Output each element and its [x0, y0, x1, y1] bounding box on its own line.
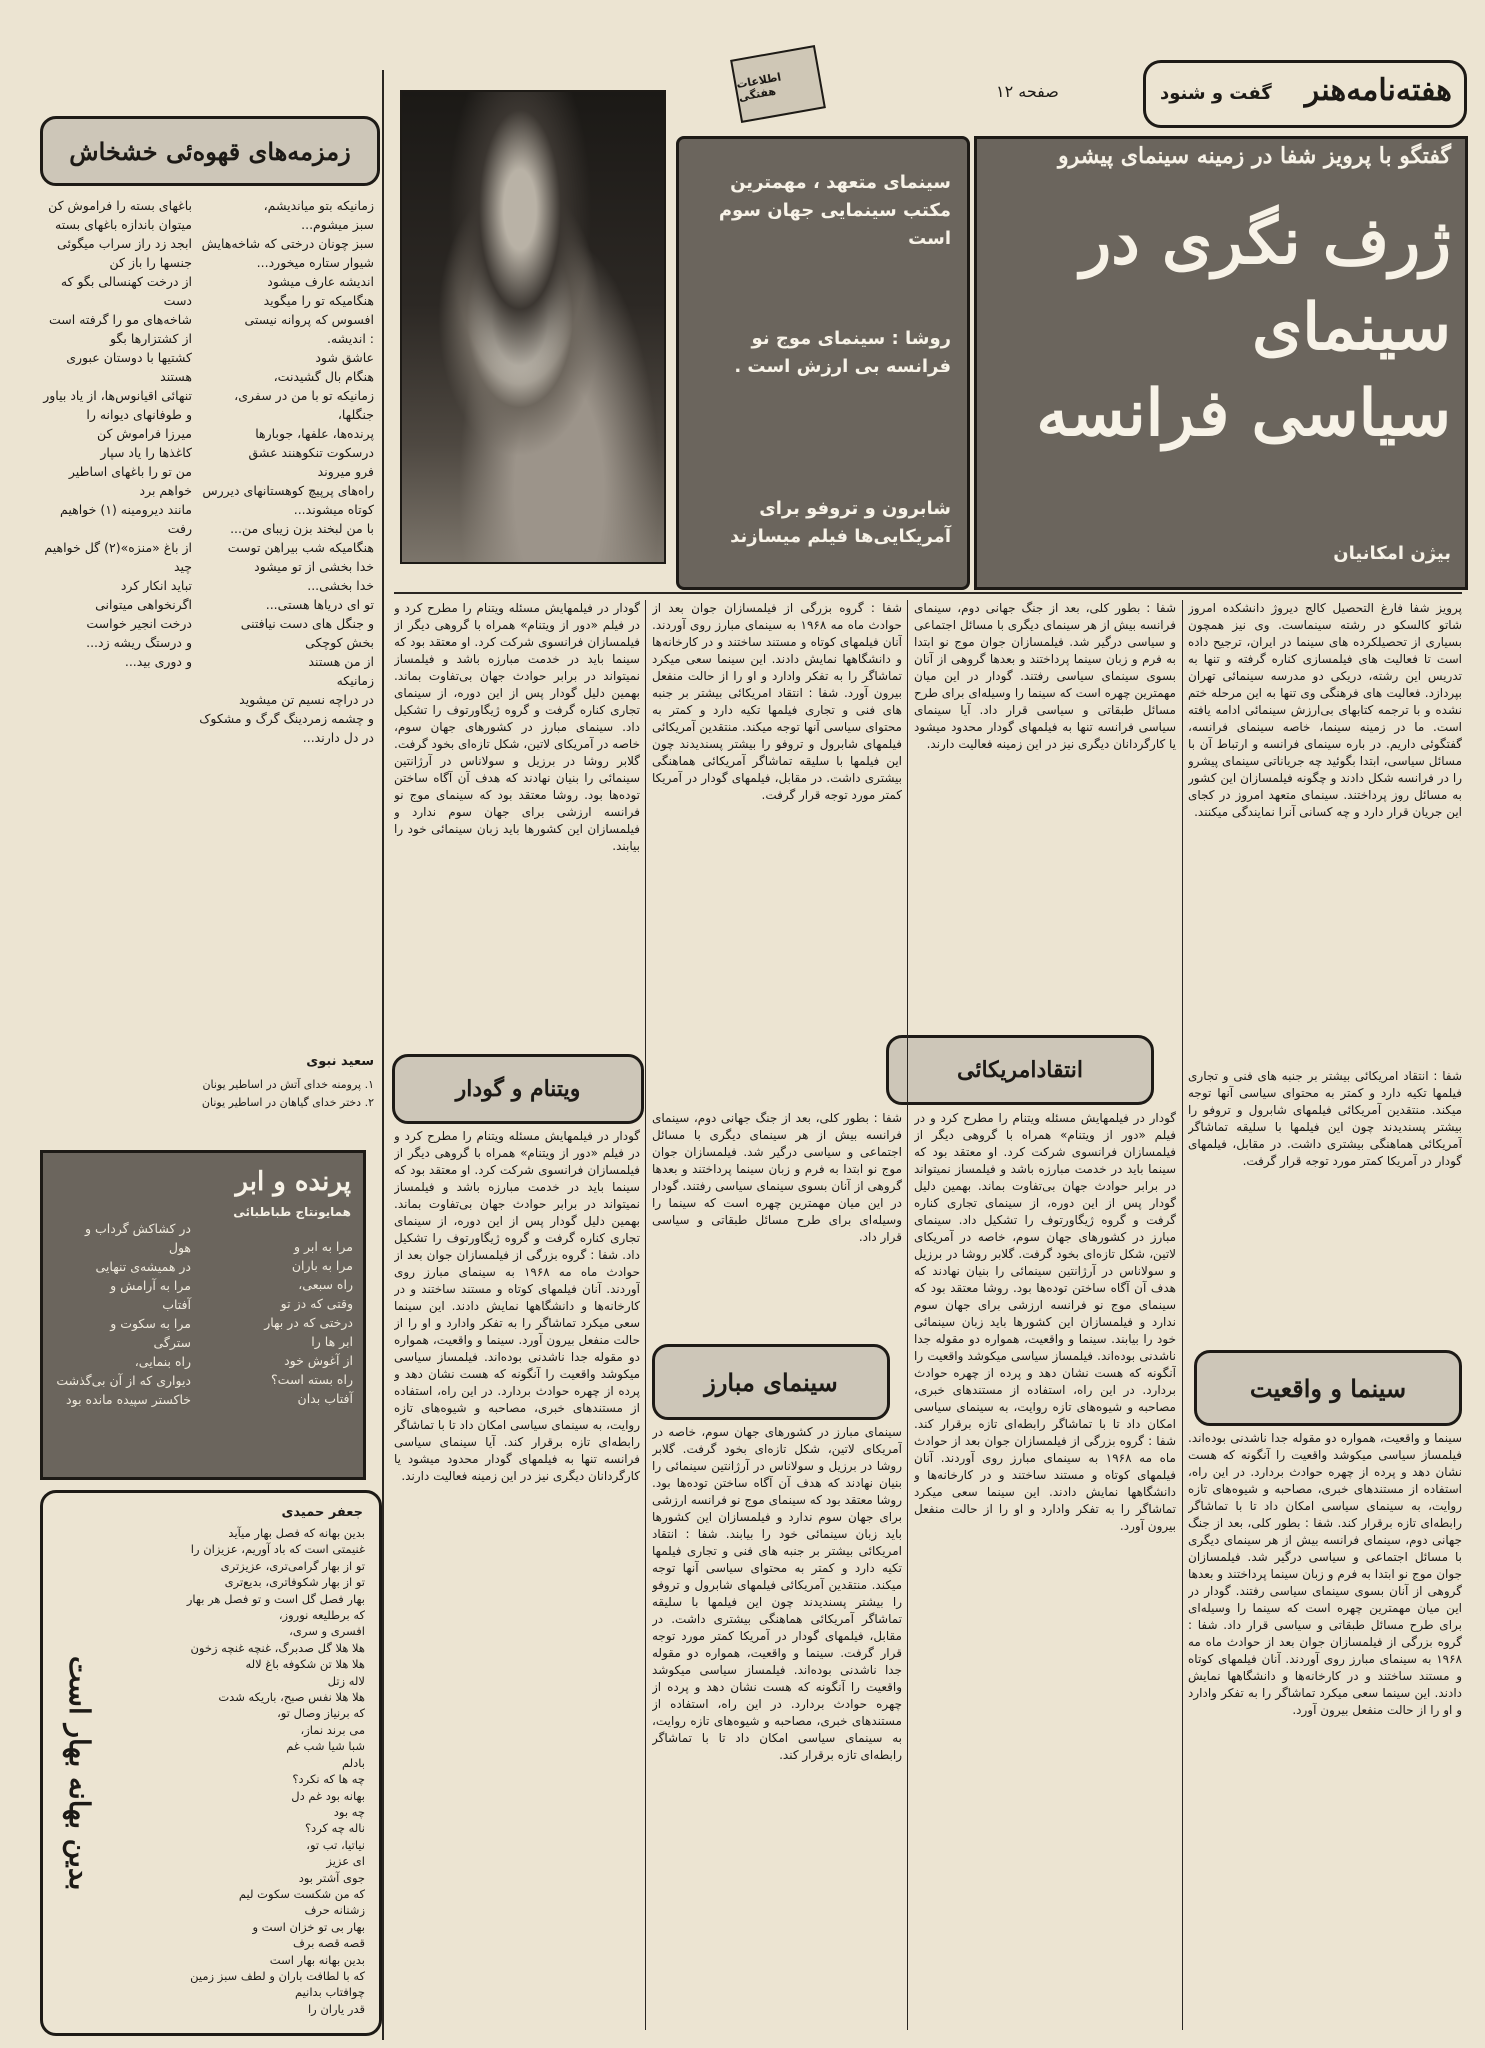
pullquote-3: شابرون و تروفو برای آمریکایی‌ها فیلم میسازند — [730, 498, 951, 547]
poem1-left-column: باغهای بسته را فراموش کن میتوان باندازه باغهای بسته ابجد زد راز سراب میگوئی جنسها را باز کن از درخت کهنسالی بگو که دست شاخه‌های مو را گرفته است از کشتزارها بگو کشتیها با دوستان عبوری هستند تنهائی اقیانوس‌ها، از یاد بیاور و طوفانهای دیوانه را میرزا فراموش کن کاغذها را یاد سپار من تو را باغهای اساطیر خواهم برد مانند دیرومینه (۱) خواهیم رفت از باغ «منزه»(۲) گل خواهیم چید تباید انکار کرد اگرنخواهی میتوانی درخت انجیر خواست و درستگ ریشه زد... و دوری بید... — [43, 198, 192, 669]
publication-logo — [730, 45, 826, 123]
body-column-1c: سینما و واقعیت، همواره دو مقوله جدا ناشدنی بوده‌اند. فیلمساز سیاسی میکوشد واقعیت را آنگونه که هست نشان دهد و پرده از چهره حوادث بردارد. در این راه، استفاده از مستندهای خبری، مصاحبه و شیوه‌های تازه روایت، به سینمای سیاسی امکان داد تا با تماشاگر رابطه‌ای تازه برقرار کند. شفا : بطور کلی، بعد از جنگ جهانی دوم، سینمای فرانسه بیش از هر سینمای دیگری با مسائل اجتماعی و سیاسی درگیر شد. فیلمسازان جوان موج نو ابتدا به فرم و زبان سینما پرداختند و بعدها گروهی از آنان بسوی سینمای سیاسی رفتند. گودار در این میان مهمترین چهره است که سینما را وسیله‌ای برای طرح مسائل طبقاتی و سیاسی قرار داد. شفا : گروه بزرگی از فیلمسازان جوان بعد از حوادث ماه مه ۱۹۶۸ به سینمای مبارز روی آوردند. آنان فیلمهای کوتاه و مستند ساختند و در کارخانه‌ها و دانشگاهها نمایش دادند. این سینما سعی میکرد تماشاگر را به تفکر وادارد و او را از حالت منفعل بیرون آورد. — [1188, 1431, 1462, 1717]
column-rule — [645, 600, 646, 2030]
poem2-author: همایونتاج طباطبائی — [233, 1205, 351, 1219]
poem1-footnote-2: ۲. دختر خدای گیاهان در اساطیر یونان — [201, 1096, 374, 1109]
magazine-section-title: هفته‌نامه‌هنر — [1304, 73, 1452, 108]
headline-block — [974, 136, 1468, 590]
body-column-4b: گودار در فیلمهایش مسئله ویتنام را مطرح کرد و در فیلم «دور از ویتنام» همراه با گروهی دیگر از فیلمسازان فرانسوی شرکت کرد. او معتقد بود که سینما باید در خدمت مبارزه باشد و فیلمساز نمیتواند در برابر حوادث جهان بی‌تفاوت بماند. بهمین دلیل گودار پس از این دوره، از سینمای تجاری کناره گرفت و گروه ژیگاورتوف را تشکیل داد. شفا : گروه بزرگی از فیلمسازان جوان بعد از حوادث ماه مه ۱۹۶۸ به سینمای مبارز روی آوردند. آنان فیلمهای کوتاه و مستند ساختند و در کارخانه‌ها و دانشگاهها نمایش دادند. این سینما سعی میکرد تماشاگر را به تفکر وادارد و او را از حالت منفعل بیرون آورد. سینما و واقعیت، همواره دو مقوله جدا ناشدنی بوده‌اند. فیلمساز سیاسی میکوشد واقعیت را آنگونه که هست نشان دهد و پرده از چهره حوادث بردارد. در این راه، استفاده از مستندهای خبری، مصاحبه و شیوه‌های تازه روایت، به سینمای سیاسی امکان داد تا با تماشاگر رابطه‌ای تازه برقرار کند. آیا سینمای سیاسی فرانسه تنها به فیلمهای گودار محدود میشود یا کارگردانان دیگری نیز در این زمینه فعالیت دارند. — [394, 1129, 640, 1483]
top-divider — [394, 592, 1462, 594]
headline-line-2: سینمای — [1252, 290, 1451, 365]
body-column-1: پرویز شفا فارغ التحصیل کالج دیروژ دانشکده امروز شاتو کالسکو در رشته سینماست. وی نیز همچون بسیاری از تحصیلکرده های سینما در ایران، ترجیح داده است تا فعالیت های فیلمسازی کناره گرفته و تنها به تدریس این رشته، دریکی دو مدرسه سینمائی تهران بپردازد. فعالیت های فرهنگی وی تنها به این مرحله ختم نشده و با ترجمه کتابهای بی‌ارزش سینمائی ادامه یافته است. ما در زمینه سینما، خاصه سینمای فرانسه، گفتگوئی داریم. در باره سینمای فرانسه و ارتباط آن با مسائل سیاسی، ابتدا بگوئید چه جریاناتی سینمای پیشرو را در فرانسه شکل دادند و چگونه فیلمسازان این کشور به مسائل روز پرداختند. سینمای متعهد امروز در کجای این جریان قرار دارد و چه کسانی آنرا نمایندگی میکنند. — [1188, 601, 1462, 819]
pullquote-2: روشا : سینمای موج نو فرانسه بی ارزش است . — [734, 328, 951, 377]
logo-text: اطلاعات هفتگی — [735, 70, 783, 104]
poem1-title: زمزمه‌های قهوه‌ئی خشخاش — [69, 136, 351, 166]
headline-line-1: ژرف نگری در — [1080, 204, 1451, 279]
byline: بیژن امکانیان — [1333, 543, 1451, 564]
body-column-3b: شفا : بطور کلی، بعد از جنگ جهانی دوم، سینمای فرانسه بیش از هر سینمای دیگری با مسائل اجتماعی و سیاسی درگیر شد. فیلمسازان جوان موج نو ابتدا به فرم و زبان سینما پرداختند و بعدها گروهی از آنان بسوی سینمای سیاسی رفتند. گودار در این میان مهمترین چهره است که سینما را وسیله‌ای برای طرح مسائل طبقاتی و سیاسی قرار داد. — [652, 1111, 902, 1244]
body-column-2b: گودار در فیلمهایش مسئله ویتنام را مطرح کرد و در فیلم «دور از ویتنام» همراه با گروهی دیگر از فیلمسازان فرانسوی شرکت کرد. او معتقد بود که سینما باید در خدمت مبارزه باشد و فیلمساز نمیتواند در برابر حوادث جهان بی‌تفاوت بماند. بهمین دلیل گودار پس از این دوره، از سینمای تجاری کناره گرفت و گروه ژیگاورتوف را تشکیل داد. سینمای مبارز در کشورهای جهان سوم، خاصه در آمریکای لاتین، شکل تازه‌ای بخود گرفت. گلابر روشا در برزیل و سولاناس در آرژانتین سینمائی را بنیان نهادند که هدف آن آگاه ساختن توده‌ها بود. روشا معتقد بود که سینمای موج نو فرانسه ارزشی برای جهان سوم ندارد و فیلمسازان این کشورها باید زبان سینمائی خود را بیابند. سینما و واقعیت، همواره دو مقوله جدا ناشدنی بوده‌اند. فیلمساز سیاسی میکوشد واقعیت را آنگونه که هست نشان دهد و پرده از چهره حوادث بردارد. در این راه، استفاده از مستندهای خبری، مصاحبه و شیوه‌های تازه روایت، به سینمای سیاسی امکان داد تا با تماشاگر رابطه‌ای تازه برقرار کند. شفا : گروه بزرگی از فیلمسازان جوان بعد از حوادث ماه مه ۱۹۶۸ به سینمای مبارز روی آوردند. آنان فیلمهای کوتاه و مستند ساختند و در کارخانه‌ها و دانشگاهها نمایش دادند. این سینما سعی میکرد تماشاگر را به تفکر وادارد و او را از حالت منفعل بیرون آورد. — [914, 1111, 1176, 1533]
poem1-right-column: زمانیکه بتو میاندیشم، سبز میشوم... سبز چونان درختی که شاخه‌هایش شیوار ستاره میخورد... اندیشه عارف میشود هنگامیکه تو را میگوید افسوس که پروانه نیستی : اندیشه. عاشق شود هنگام بال گشیدنت، زمانیکه تو با من در سفری، جنگلها، پرنده‌ها، علفها، جوبارها درسکوت تنکوهنند عشق فرو میروند راه‌های پرپیچ کوهستانهای دیررس کوتاه میشوند... با من لبخند بزن زیبای من... هنگامیکه شب بیراهن توست خدا بخشی از تو میشود خدا بخشی... تو ای دریاها هستی... و جنگل های دست نیافتنی بخش کوچکی از من هستند زمانیکه در دراچه نسیم تن میشوید و چشمه زمردینگ گرگ و مشکوک در دل دارند... — [199, 198, 374, 745]
pullquote-panel — [676, 136, 970, 590]
interview-kicker: گفتگو با پرویز شفا در زمینه سینمای پیشرو — [1057, 143, 1451, 169]
pullquote-1: سینمای متعهد ، مهمترین مکتب سینمایی جهان سوم است — [718, 172, 951, 249]
poem2-title: پرنده و ابر — [235, 1167, 351, 1197]
poem2-box — [40, 1150, 366, 1480]
subhead-militant-cinema: سینمای مبارز — [652, 1344, 890, 1420]
headline — [991, 199, 1451, 457]
section-subtitle: گفت و شنود — [1160, 83, 1272, 104]
page-number: صفحه ۱۲ — [996, 82, 1059, 101]
poem3-author: جعفر حمیدی — [281, 1505, 363, 1520]
body-column-4: گودار در فیلمهایش مسئله ویتنام را مطرح کرد و در فیلم «دور از ویتنام» همراه با گروهی دیگر از فیلمسازان فرانسوی شرکت کرد. او معتقد بود که سینما باید در خدمت مبارزه باشد و فیلمساز نمیتواند در برابر حوادث جهان بی‌تفاوت بماند. بهمین دلیل گودار پس از این دوره، از سینمای تجاری کناره گرفت و گروه ژیگاورتوف را تشکیل داد. سینمای مبارز در کشورهای جهان سوم، خاصه در آمریکای لاتین، شکل تازه‌ای بخود گرفت. گلابر روشا در برزیل و سولاناس در آرژانتین سینمائی را بنیان نهادند که هدف آن آگاه ساختن توده‌ها بود. روشا معتقد بود که سینمای موج نو فرانسه ارزشی برای جهان سوم ندارد و فیلمسازان این کشورها باید زبان سینمائی خود را بیابند. — [394, 601, 640, 853]
poem3-box — [40, 1490, 382, 2036]
poem2-left-column: در کشاکش گرداب و هول در همیشه‌ی تنهایی مرا به آرامش و آفتاب مرا به سکوت و سترگی راه بنمایی، دیواری که از آن بی‌گذشت خاکستر سپیده مانده بود — [56, 1221, 191, 1407]
body-column-1b: شفا : انتقاد امریکائی بیشتر بر جنبه های فنی و تجاری فیلمها تکیه دارد و کمتر به محتوای سیاسی آنها توجه میکند. منتقدین آمریکائی فیلمهای شابرول و تروفو را بیشتر پسندیدند چون این فیلمها با سلیقه تماشاگر آمریکائی هماهنگی بیشتری داشت. در مقابل، فیلمهای گودار در آمریکا کمتر مورد توجه قرار گرفت. — [1188, 1069, 1462, 1168]
body-column-2: شفا : بطور کلی، بعد از جنگ جهانی دوم، سینمای فرانسه بیش از هر سینمای دیگری با مسائل اجتماعی و سیاسی درگیر شد. فیلمسازان جوان موج نو ابتدا به فرم و زبان سینما پرداختند و بعدها گروهی از آنان بسوی سینمای سیاسی رفتند. گودار در این میان مهمترین چهره است که سینما را وسیله‌ای برای طرح مسائل طبقاتی و سیاسی قرار داد. آیا سینمای سیاسی فرانسه تنها به فیلمهای گودار محدود میشود یا کارگردانان دیگری نیز در این زمینه فعالیت دارند. — [914, 601, 1176, 751]
column-rule — [1182, 600, 1183, 2030]
body-column-3c: سینمای مبارز در کشورهای جهان سوم، خاصه در آمریکای لاتین، شکل تازه‌ای بخود گرفت. گلابر روشا در برزیل و سولاناس در آرژانتین سینمائی را بنیان نهادند که هدف آن آگاه ساختن توده‌ها بود. روشا معتقد بود که سینمای موج نو فرانسه ارزشی برای جهان سوم ندارد و فیلمسازان این کشورها باید زبان سینمائی خود را بیابند. شفا : انتقاد امریکائی بیشتر بر جنبه های فنی و تجاری فیلمها تکیه دارد و کمتر به محتوای سیاسی آنها توجه میکند. منتقدین آمریکائی فیلمهای شابرول و تروفو را بیشتر پسندیدند چون این فیلمها با سلیقه تماشاگر آمریکائی هماهنگی بیشتری داشت. در مقابل، فیلمهای گودار در آمریکا کمتر مورد توجه قرار گرفت. سینما و واقعیت، همواره دو مقوله جدا ناشدنی بوده‌اند. فیلمساز سیاسی میکوشد واقعیت را آنگونه که هست نشان دهد و پرده از چهره حوادث بردارد. در این راه، استفاده از مستندهای خبری، مصاحبه و شیوه‌های تازه روایت، به سینمای سیاسی امکان داد تا با تماشاگر رابطه‌ای تازه برقرار کند. — [652, 1425, 902, 1762]
poem2-right-column: مرا به ابر و مرا به باران راه سبعی، وقتی که دز تو درختی که در بهار ابر ها را از آغوش خود راه بسته است؟ آفتاب بدان — [264, 1239, 353, 1406]
column-rule — [907, 600, 908, 2030]
poem1-author: سعید نبوی — [306, 1054, 374, 1069]
poem3-text: بدین بهانه که فصل بهار میآید غنیمتی است که باد آوریم، عزیزان را تو از بهار گرامی‌تری، عزیزتری تو از بهار شکوفاتری، بدیع‌تری بهار فصل گل است و تو فصل هر بهار که برطلیعه نوروز، افسری و سری، هلا هلا گل صدبرگ، غنچه غنچه زخون هلا هلا تن شکوفه باغ لاله لاله زتل هلا هلا نفس صبح، باریکه شدت که برنیاز وصال تو، می برند نماز، شبا شیا شب غم بادلم چه ها که نکرد؟ بهانه بود غم دل چه بود ناله چه کرد؟ نیاتیا، تب تو، ای عزیز جوی آشتر بود که من شکست سکوت لیم زشنانه حرف بهار بی تو خزان است و قصه قصه برف بدین بهانه بهار است که با لطافت باران و لطف سبز زمین چوافتاب بدانیم قدر یاران را — [186, 1526, 365, 2016]
body-column-3: شفا : گروه بزرگی از فیلمسازان جوان بعد از حوادث ماه مه ۱۹۶۸ به سینمای مبارز روی آوردند. آنان فیلمهای کوتاه و مستند ساختند و در کارخانه‌ها و دانشگاهها نمایش دادند. این سینما سعی میکرد تماشاگر را به تفکر وادارد و او را از حالت منفعل بیرون آورد. شفا : انتقاد امریکائی بیشتر بر جنبه های فنی و تجاری فیلمها تکیه دارد و کمتر به محتوای سیاسی آنها توجه میکند. منتقدین آمریکائی فیلمهای شابرول و تروفو را بیشتر پسندیدند چون این فیلمها با سلیقه تماشاگر آمریکائی هماهنگی بیشتری داشت. در مقابل، فیلمهای گودار در آمریکا کمتر مورد توجه قرار گرفت. — [652, 601, 902, 802]
portrait-photo — [400, 90, 666, 564]
column-divider — [382, 70, 384, 2040]
poem1-title-box — [40, 116, 380, 186]
section-header-box — [1143, 60, 1467, 128]
poem1-footnote-1: ۱. پرومنه خدای آتش در اساطیر یونان — [202, 1078, 374, 1091]
subhead-american-criticism: انتقادامریکائی — [886, 1035, 1154, 1105]
poem3-title: بدین بهانه بهار است — [63, 1655, 96, 1891]
subhead-cinema-reality: سینما و واقعیت — [1194, 1350, 1462, 1426]
subhead-vietnam-godard: ویتنام و گودار — [392, 1054, 644, 1124]
headline-line-3: سیاسی فرانسه — [1036, 376, 1451, 451]
